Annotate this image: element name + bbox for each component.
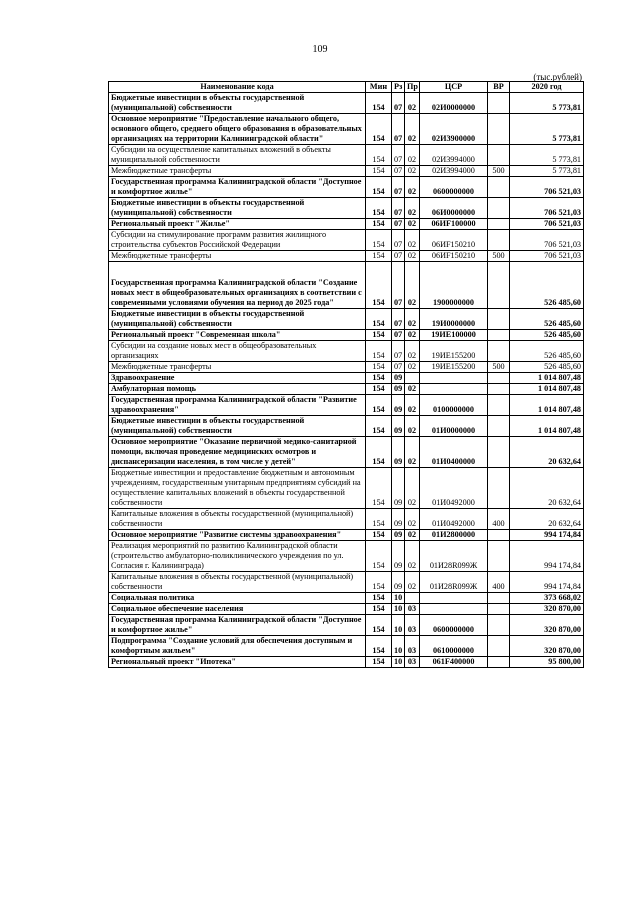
table-row xyxy=(109,509,584,530)
cell-rz: 09 xyxy=(392,384,405,395)
cell-vr xyxy=(488,541,510,572)
cell-name: Межбюджетные трансферты xyxy=(109,166,366,177)
table-row xyxy=(109,636,584,657)
table-row xyxy=(109,604,584,615)
cell-rz: 07 xyxy=(392,262,405,309)
cell-name: Субсидии на создание новых мест в общеобразовательных организациях xyxy=(109,341,366,362)
cell-name: Здравоохранение xyxy=(109,373,366,384)
cell-csr: 19ИЕ155200 xyxy=(420,341,488,362)
header-pr: Пр xyxy=(405,82,420,93)
cell-rz: 07 xyxy=(392,166,405,177)
cell-csr: 061F400000 xyxy=(420,657,488,668)
cell-pr: 02 xyxy=(405,166,420,177)
cell-rz: 07 xyxy=(392,309,405,330)
cell-min: 154 xyxy=(366,198,392,219)
cell-min: 154 xyxy=(366,416,392,437)
table-row xyxy=(109,384,584,395)
cell-name: Амбулаторная помощь xyxy=(109,384,366,395)
cell-name: Государственная программа Калининградской области "Развитие здравоохранения" xyxy=(109,395,366,416)
cell-rz: 09 xyxy=(392,437,405,468)
header-rz: Рз xyxy=(392,82,405,93)
cell-name: Государственная программа Калининградской области "Доступное и комфортное жилье" xyxy=(109,615,366,636)
cell-vr xyxy=(488,657,510,668)
cell-pr: 02 xyxy=(405,177,420,198)
cell-name: Бюджетные инвестиции в объекты государственной (муниципальной) собственности xyxy=(109,93,366,114)
header-min: Мин xyxy=(366,82,392,93)
cell-csr xyxy=(420,593,488,604)
cell-amount: 526 485,60 xyxy=(510,309,584,330)
cell-csr xyxy=(420,373,488,384)
cell-name: Субсидии на осуществление капитальных вложений в объекты муниципальной собственности xyxy=(109,145,366,166)
cell-vr: 500 xyxy=(488,251,510,262)
cell-csr: 02И3994000 xyxy=(420,145,488,166)
cell-rz: 09 xyxy=(392,468,405,509)
cell-vr xyxy=(488,198,510,219)
cell-min: 154 xyxy=(366,384,392,395)
cell-name: Капитальные вложения в объекты государственной (муниципальной) собственности xyxy=(109,572,366,593)
cell-name: Бюджетные инвестиции и предоставление бюджетным и автономным учреждениям, государственным унитарным предприятиям субсидий на осуществление капитальных вложений в объекты государственной собственности xyxy=(109,468,366,509)
table-row xyxy=(109,230,584,251)
cell-amount: 706 521,03 xyxy=(510,251,584,262)
cell-pr: 02 xyxy=(405,262,420,309)
cell-rz: 10 xyxy=(392,615,405,636)
cell-name: Капитальные вложения в объекты государственной (муниципальной) собственности xyxy=(109,509,366,530)
cell-min: 154 xyxy=(366,114,392,145)
cell-amount: 706 521,03 xyxy=(510,198,584,219)
table-row xyxy=(109,657,584,668)
table-row xyxy=(109,341,584,362)
cell-amount: 95 800,00 xyxy=(510,657,584,668)
cell-csr: 0610000000 xyxy=(420,636,488,657)
cell-amount: 526 485,60 xyxy=(510,330,584,341)
cell-vr xyxy=(488,437,510,468)
cell-rz: 09 xyxy=(392,572,405,593)
cell-pr: 02 xyxy=(405,530,420,541)
table-row xyxy=(109,437,584,468)
cell-csr: 1900000000 xyxy=(420,262,488,309)
cell-csr: 19ИЕ155200 xyxy=(420,362,488,373)
cell-vr: 400 xyxy=(488,572,510,593)
cell-name: Региональный проект "Жилье" xyxy=(109,219,366,230)
cell-rz: 07 xyxy=(392,145,405,166)
cell-pr: 02 xyxy=(405,93,420,114)
cell-pr: 02 xyxy=(405,541,420,572)
cell-name: Бюджетные инвестиции в объекты государственной (муниципальной) собственности xyxy=(109,416,366,437)
cell-amount: 20 632,64 xyxy=(510,509,584,530)
cell-vr xyxy=(488,309,510,330)
cell-name: Государственная программа Калининградской области "Создание новых мест в общеобразовательных организациях в соответствии с современными условиями обучения на период до 2025 года" xyxy=(109,262,366,309)
cell-vr xyxy=(488,341,510,362)
cell-rz: 07 xyxy=(392,330,405,341)
cell-min: 154 xyxy=(366,530,392,541)
header-csr: ЦСР xyxy=(420,82,488,93)
budget-table xyxy=(108,81,584,668)
cell-min: 154 xyxy=(366,177,392,198)
cell-vr xyxy=(488,416,510,437)
cell-csr xyxy=(420,604,488,615)
cell-csr: 0600000000 xyxy=(420,615,488,636)
cell-rz: 10 xyxy=(392,636,405,657)
page-number: 109 xyxy=(312,44,328,55)
table-row xyxy=(109,416,584,437)
cell-amount: 1 014 807,48 xyxy=(510,416,584,437)
cell-amount: 320 870,00 xyxy=(510,604,584,615)
cell-vr xyxy=(488,615,510,636)
table-row xyxy=(109,330,584,341)
cell-csr: 06ИF150210 xyxy=(420,230,488,251)
table-row xyxy=(109,593,584,604)
cell-csr: 01И0492000 xyxy=(420,468,488,509)
cell-rz: 07 xyxy=(392,341,405,362)
header-amount: 2020 год xyxy=(510,82,584,93)
cell-csr xyxy=(420,384,488,395)
table-row xyxy=(109,468,584,509)
cell-csr: 01И0492000 xyxy=(420,509,488,530)
cell-csr: 01И28R099Ж xyxy=(420,541,488,572)
cell-amount: 994 174,84 xyxy=(510,572,584,593)
cell-rz: 10 xyxy=(392,657,405,668)
table-row xyxy=(109,262,584,309)
cell-vr xyxy=(488,604,510,615)
cell-min: 154 xyxy=(366,251,392,262)
cell-min: 154 xyxy=(366,509,392,530)
cell-name: Региональный проект "Ипотека" xyxy=(109,657,366,668)
cell-pr: 02 xyxy=(405,145,420,166)
cell-pr: 03 xyxy=(405,604,420,615)
cell-vr xyxy=(488,230,510,251)
cell-min: 154 xyxy=(366,468,392,509)
table-row xyxy=(109,362,584,373)
cell-name: Социальная политика xyxy=(109,593,366,604)
cell-name: Социальное обеспечение населения xyxy=(109,604,366,615)
cell-csr: 01И28R099Ж xyxy=(420,572,488,593)
cell-rz: 09 xyxy=(392,373,405,384)
cell-min: 154 xyxy=(366,145,392,166)
cell-rz: 10 xyxy=(392,593,405,604)
cell-vr: 500 xyxy=(488,362,510,373)
cell-rz: 07 xyxy=(392,219,405,230)
cell-vr xyxy=(488,177,510,198)
cell-amount: 373 668,02 xyxy=(510,593,584,604)
table-row xyxy=(109,572,584,593)
cell-amount: 320 870,00 xyxy=(510,636,584,657)
header-name: Наименование кода xyxy=(109,82,366,93)
cell-vr xyxy=(488,145,510,166)
cell-rz: 07 xyxy=(392,114,405,145)
cell-csr: 06ИF100000 xyxy=(420,219,488,230)
cell-min: 154 xyxy=(366,636,392,657)
cell-csr: 19И0000000 xyxy=(420,309,488,330)
cell-vr xyxy=(488,395,510,416)
table-row xyxy=(109,541,584,572)
cell-vr: 500 xyxy=(488,166,510,177)
cell-min: 154 xyxy=(366,604,392,615)
cell-name: Основное мероприятие "Предоставление начального общего, основного общего, среднего общего образования в образовательных организациях на территории Калининградской области" xyxy=(109,114,366,145)
cell-vr xyxy=(488,219,510,230)
table-row xyxy=(109,198,584,219)
cell-name: Субсидии на стимулирование программ развития жилищного строительства субъектов Российской Федерации xyxy=(109,230,366,251)
cell-name: Бюджетные инвестиции в объекты государственной (муниципальной) собственности xyxy=(109,309,366,330)
cell-pr: 02 xyxy=(405,362,420,373)
units-note: (тыс.рублей) xyxy=(533,72,582,82)
cell-rz: 07 xyxy=(392,177,405,198)
cell-vr xyxy=(488,93,510,114)
cell-vr xyxy=(488,373,510,384)
cell-name: Реализация мероприятий по развитию Калининградской области (строительство амбулаторно-поликлинического учреждения по ул. Согласия г. Калининграда) xyxy=(109,541,366,572)
cell-vr xyxy=(488,330,510,341)
cell-rz: 09 xyxy=(392,530,405,541)
cell-rz: 09 xyxy=(392,395,405,416)
table-row xyxy=(109,251,584,262)
cell-csr: 02И0000000 xyxy=(420,93,488,114)
cell-amount: 5 773,81 xyxy=(510,145,584,166)
cell-rz: 07 xyxy=(392,362,405,373)
table-row xyxy=(109,219,584,230)
cell-min: 154 xyxy=(366,341,392,362)
cell-min: 154 xyxy=(366,593,392,604)
cell-amount: 1 014 807,48 xyxy=(510,373,584,384)
table-row xyxy=(109,93,584,114)
cell-vr xyxy=(488,636,510,657)
cell-csr: 06И0000000 xyxy=(420,198,488,219)
cell-amount: 1 014 807,48 xyxy=(510,384,584,395)
cell-pr: 02 xyxy=(405,437,420,468)
cell-pr: 03 xyxy=(405,636,420,657)
cell-vr xyxy=(488,262,510,309)
cell-name: Государственная программа Калининградской области "Доступное и комфортное жилье" xyxy=(109,177,366,198)
cell-pr: 02 xyxy=(405,468,420,509)
cell-pr: 02 xyxy=(405,416,420,437)
cell-pr xyxy=(405,373,420,384)
cell-vr xyxy=(488,593,510,604)
cell-amount: 320 870,00 xyxy=(510,615,584,636)
cell-name: Региональный проект "Современная школа" xyxy=(109,330,366,341)
cell-amount: 5 773,81 xyxy=(510,114,584,145)
cell-rz: 07 xyxy=(392,251,405,262)
cell-min: 154 xyxy=(366,541,392,572)
table-row xyxy=(109,373,584,384)
cell-min: 154 xyxy=(366,330,392,341)
table-row xyxy=(109,177,584,198)
cell-csr: 01И0000000 xyxy=(420,416,488,437)
cell-amount: 526 485,60 xyxy=(510,262,584,309)
cell-rz: 07 xyxy=(392,93,405,114)
cell-min: 154 xyxy=(366,309,392,330)
cell-vr: 400 xyxy=(488,509,510,530)
cell-amount: 706 521,03 xyxy=(510,230,584,251)
cell-name: Межбюджетные трансферты xyxy=(109,251,366,262)
table-row xyxy=(109,530,584,541)
cell-rz: 09 xyxy=(392,416,405,437)
cell-min: 154 xyxy=(366,437,392,468)
header-vr: ВР xyxy=(488,82,510,93)
cell-pr: 02 xyxy=(405,309,420,330)
cell-min: 154 xyxy=(366,93,392,114)
cell-pr: 02 xyxy=(405,219,420,230)
cell-name: Основное мероприятие "Оказание первичной медико-санитарной помощи, включая проведение медицинских осмотров и диспансеризации населения, в том числе у детей" xyxy=(109,437,366,468)
cell-name: Основное мероприятие "Развитие системы здравоохранения" xyxy=(109,530,366,541)
cell-rz: 09 xyxy=(392,509,405,530)
table-row xyxy=(109,114,584,145)
cell-amount: 20 632,64 xyxy=(510,437,584,468)
cell-csr: 06ИF150210 xyxy=(420,251,488,262)
cell-amount: 706 521,03 xyxy=(510,219,584,230)
cell-amount: 20 632,64 xyxy=(510,468,584,509)
cell-rz: 07 xyxy=(392,198,405,219)
cell-rz: 07 xyxy=(392,230,405,251)
cell-amount: 1 014 807,48 xyxy=(510,395,584,416)
cell-min: 154 xyxy=(366,615,392,636)
cell-pr: 02 xyxy=(405,114,420,145)
cell-csr: 01И2800000 xyxy=(420,530,488,541)
cell-amount: 994 174,84 xyxy=(510,541,584,572)
table-row xyxy=(109,395,584,416)
cell-min: 154 xyxy=(366,166,392,177)
cell-min: 154 xyxy=(366,362,392,373)
cell-csr: 0100000000 xyxy=(420,395,488,416)
cell-csr: 19ИЕ100000 xyxy=(420,330,488,341)
cell-amount: 526 485,60 xyxy=(510,341,584,362)
cell-min: 154 xyxy=(366,395,392,416)
cell-pr xyxy=(405,593,420,604)
cell-vr xyxy=(488,384,510,395)
cell-pr: 02 xyxy=(405,330,420,341)
cell-pr: 02 xyxy=(405,198,420,219)
table-row xyxy=(109,615,584,636)
cell-pr: 03 xyxy=(405,657,420,668)
table-row xyxy=(109,166,584,177)
cell-min: 154 xyxy=(366,219,392,230)
cell-vr xyxy=(488,468,510,509)
table-header-row xyxy=(109,82,584,93)
cell-amount: 5 773,81 xyxy=(510,166,584,177)
cell-csr: 01И0400000 xyxy=(420,437,488,468)
cell-pr: 02 xyxy=(405,341,420,362)
cell-pr: 02 xyxy=(405,572,420,593)
cell-pr: 02 xyxy=(405,384,420,395)
cell-amount: 526 485,60 xyxy=(510,362,584,373)
cell-min: 154 xyxy=(366,657,392,668)
cell-name: Бюджетные инвестиции в объекты государственной (муниципальной) собственности xyxy=(109,198,366,219)
cell-name: Межбюджетные трансферты xyxy=(109,362,366,373)
cell-min: 154 xyxy=(366,262,392,309)
cell-csr: 02И3900000 xyxy=(420,114,488,145)
cell-pr: 02 xyxy=(405,230,420,251)
cell-name: Подпрограмма "Создание условий для обеспечения доступным и комфортным жильем" xyxy=(109,636,366,657)
cell-pr: 02 xyxy=(405,251,420,262)
cell-csr: 02И3994000 xyxy=(420,166,488,177)
cell-vr xyxy=(488,114,510,145)
table-row xyxy=(109,145,584,166)
cell-csr: 0600000000 xyxy=(420,177,488,198)
table-row xyxy=(109,309,584,330)
cell-rz: 09 xyxy=(392,541,405,572)
cell-min: 154 xyxy=(366,572,392,593)
cell-amount: 706 521,03 xyxy=(510,177,584,198)
cell-pr: 02 xyxy=(405,509,420,530)
cell-pr: 02 xyxy=(405,395,420,416)
cell-amount: 5 773,81 xyxy=(510,93,584,114)
cell-vr xyxy=(488,530,510,541)
cell-pr: 03 xyxy=(405,615,420,636)
cell-min: 154 xyxy=(366,373,392,384)
cell-rz: 10 xyxy=(392,604,405,615)
cell-min: 154 xyxy=(366,230,392,251)
cell-amount: 994 174,84 xyxy=(510,530,584,541)
